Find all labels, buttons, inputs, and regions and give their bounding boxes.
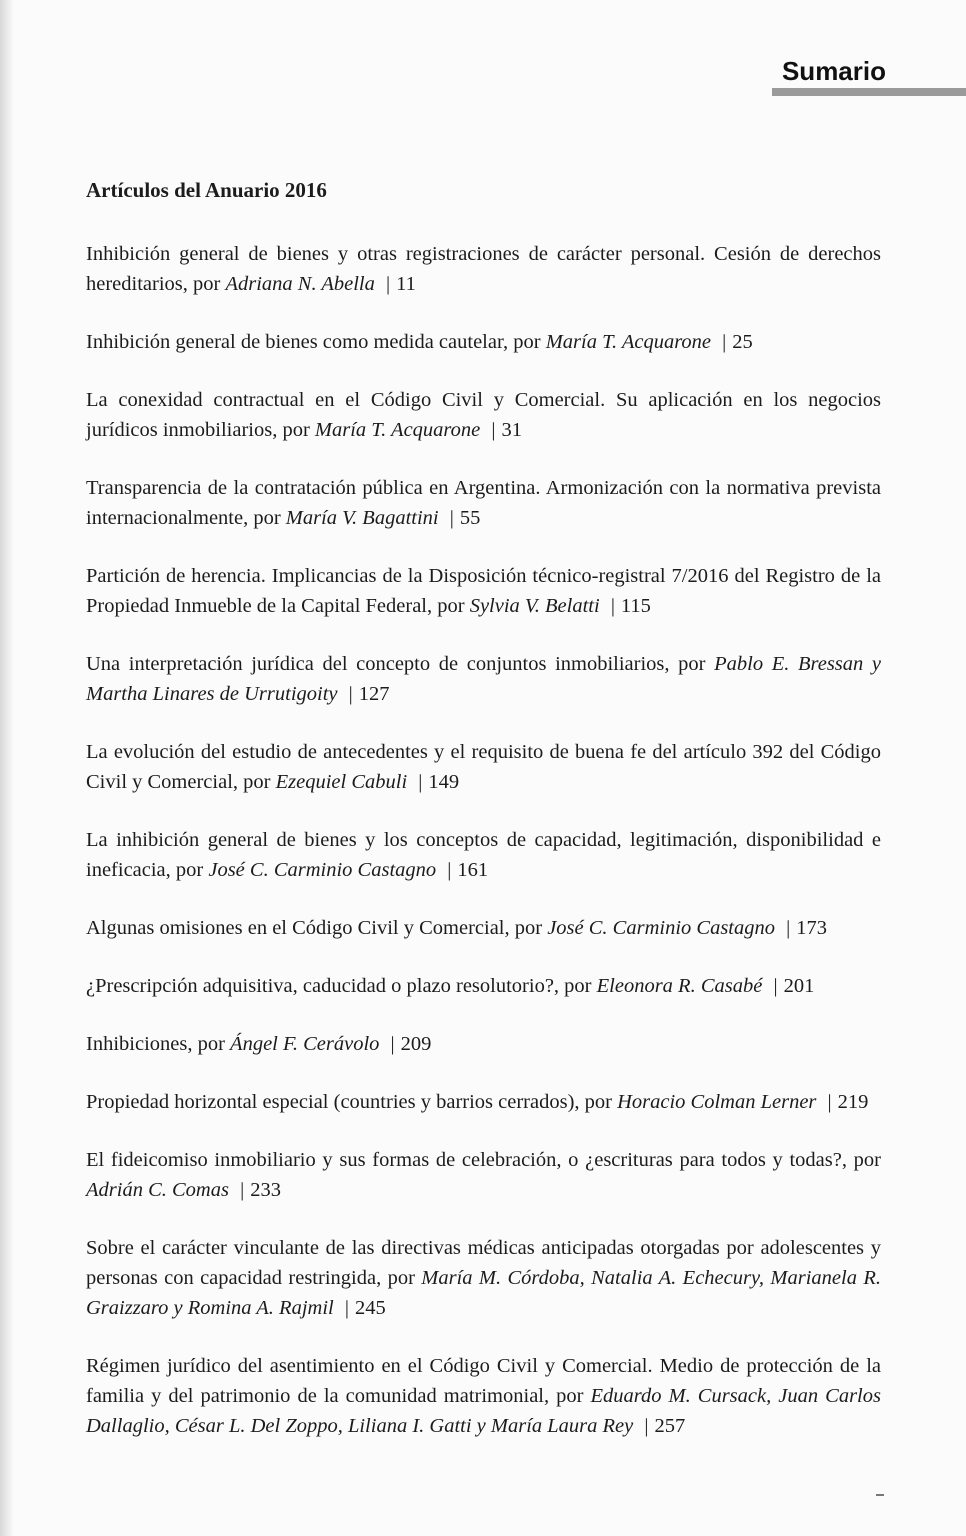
- page-mark: [876, 1494, 884, 1496]
- entry-authors: Eduardo M. Cursack, Juan Carlos Dallaglio, César L. Del Zoppo, Liliana I. Gatti y María Laura Rey: [86, 1385, 881, 1437]
- entry-authors: Ángel F. Cerávolo: [230, 1033, 380, 1055]
- entry-separator: |: [418, 771, 423, 793]
- entry-page-number: 257: [654, 1415, 686, 1437]
- entry-title: Sobre el carácter vinculante de las directivas médicas anticipadas otorgadas por adolescentes y personas con capacidad restringida, por: [86, 1237, 881, 1289]
- entry-authors: María M. Córdoba, Natalia A. Echecury, Marianela R. Graizzaro y Romina A. Rajmil: [86, 1267, 882, 1319]
- entry-page-number: 233: [250, 1179, 281, 1201]
- entry-title: Una interpretación jurídica del concepto de conjuntos inmobiliarios, por: [86, 653, 715, 675]
- toc-entry: [86, 737, 881, 797]
- toc-entry: [86, 1029, 881, 1059]
- entry-page-number: 25: [732, 331, 753, 353]
- entry-separator: |: [447, 859, 452, 881]
- entry-title: La evolución del estudio de antecedentes y el requisito de buena fe del artículo 392 del Código Civil y Comercial, por: [86, 741, 881, 793]
- entry-authors: María T. Acquarone: [314, 419, 481, 441]
- entry-authors: Ezequiel Cabuli: [275, 771, 408, 793]
- entry-authors: Pablo E. Bressan y Martha Linares de Urrutigoity: [86, 653, 881, 705]
- page-edge-shadow: [0, 0, 14, 1536]
- entry-separator: |: [610, 595, 615, 617]
- toc-entry: [86, 971, 881, 1001]
- entry-title: Transparencia de la contratación pública en Argentina. Armonización con la normativa prevista internacionalmente, por: [86, 477, 881, 529]
- toc-entry: [86, 327, 881, 357]
- entry-page-number: 161: [457, 859, 489, 881]
- entry-title: Partición de herencia. Implicancias de la Disposición técnico-registral 7/2016 del Registro de la Propiedad Inmueble de la Capital Federal, por: [86, 565, 881, 617]
- entry-authors: José C. Carminio Castagno: [208, 859, 437, 881]
- toc-entry: [86, 1145, 881, 1205]
- toc-entry: [86, 649, 881, 709]
- entry-authors: María T. Acquarone: [545, 331, 712, 353]
- entry-page-number: 31: [501, 419, 522, 441]
- toc-entry: [86, 1233, 881, 1323]
- entry-title: La inhibición general de bienes y los conceptos de capacidad, legitimación, disponibilidad e ineficacia, por: [86, 829, 881, 881]
- entry-separator: |: [827, 1091, 832, 1113]
- entry-authors: Adriana N. Abella: [225, 273, 375, 295]
- entry-page-number: 11: [396, 273, 416, 295]
- entry-page-number: 55: [459, 507, 481, 529]
- entry-separator: |: [786, 917, 791, 939]
- entry-title: Inhibición general de bienes como medida cautelar, por: [86, 331, 546, 353]
- entry-separator: |: [644, 1415, 649, 1437]
- entry-title: Inhibiciones, por: [86, 1033, 231, 1055]
- entry-title: El fideicomiso inmobiliario y sus formas de celebración, o ¿escrituras para todos y todas?, por: [86, 1149, 881, 1171]
- header-rule: [772, 88, 966, 96]
- entry-page-number: 201: [783, 975, 815, 997]
- entry-title: Algunas omisiones en el Código Civil y Comercial, por: [86, 917, 548, 939]
- entry-authors: Horacio Colman Lerner: [617, 1091, 817, 1113]
- toc-entry: [86, 1351, 881, 1441]
- entry-authors: Eleonora R. Casabé: [596, 975, 763, 997]
- entry-authors: José C. Carminio Castagno: [547, 917, 775, 939]
- entry-separator: |: [390, 1033, 395, 1055]
- entry-authors: Adrián C. Comas: [86, 1179, 229, 1201]
- entry-page-number: 219: [837, 1091, 869, 1113]
- entry-title: Régimen jurídico del asentimiento en el Código Civil y Comercial. Medio de protección de la familia y del patrimonio de la comunidad matrimonial, por: [86, 1355, 881, 1407]
- toc-entry: [86, 913, 881, 943]
- entry-page-number: 173: [796, 917, 827, 939]
- header-title: Sumario: [781, 56, 886, 86]
- entry-title: La conexidad contractual en el Código Civil y Comercial. Su aplicación en los negocios jurídicos inmobiliarios, por: [86, 389, 881, 441]
- entry-separator: |: [348, 683, 353, 705]
- toc-entries: [86, 239, 881, 1441]
- entry-title: Inhibición general de bienes y otras registraciones de carácter personal. Cesión de derechos hereditarios, por: [86, 243, 881, 295]
- page-header: [666, 52, 966, 98]
- entry-title: Propiedad horizontal especial (countries y barrios cerrados), por: [86, 1091, 618, 1113]
- toc-entry: [86, 825, 881, 885]
- entry-separator: |: [240, 1179, 245, 1201]
- entry-separator: |: [722, 331, 727, 353]
- entry-page-number: 149: [428, 771, 460, 793]
- entry-separator: |: [385, 273, 391, 295]
- entry-authors: María V. Bagattini: [285, 507, 439, 529]
- toc-entry: [86, 385, 881, 445]
- toc-entry: [86, 561, 881, 621]
- entry-separator: |: [344, 1297, 349, 1319]
- section-title: Artículos del Anuario 2016: [86, 178, 327, 202]
- entry-page-number: 245: [354, 1297, 386, 1319]
- entry-separator: |: [491, 419, 496, 441]
- entry-separator: |: [449, 507, 454, 529]
- toc-entry: [86, 239, 881, 299]
- table-of-contents: [86, 178, 881, 1469]
- entry-page-number: 127: [358, 683, 390, 705]
- entry-page-number: 209: [400, 1033, 432, 1055]
- entry-separator: |: [773, 975, 778, 997]
- entry-page-number: 115: [620, 595, 651, 617]
- toc-entry: [86, 1087, 881, 1117]
- toc-entry: [86, 473, 881, 533]
- entry-title: ¿Prescripción adquisitiva, caducidad o plazo resolutorio?, por: [86, 975, 597, 997]
- entry-authors: Sylvia V. Belatti: [469, 595, 600, 617]
